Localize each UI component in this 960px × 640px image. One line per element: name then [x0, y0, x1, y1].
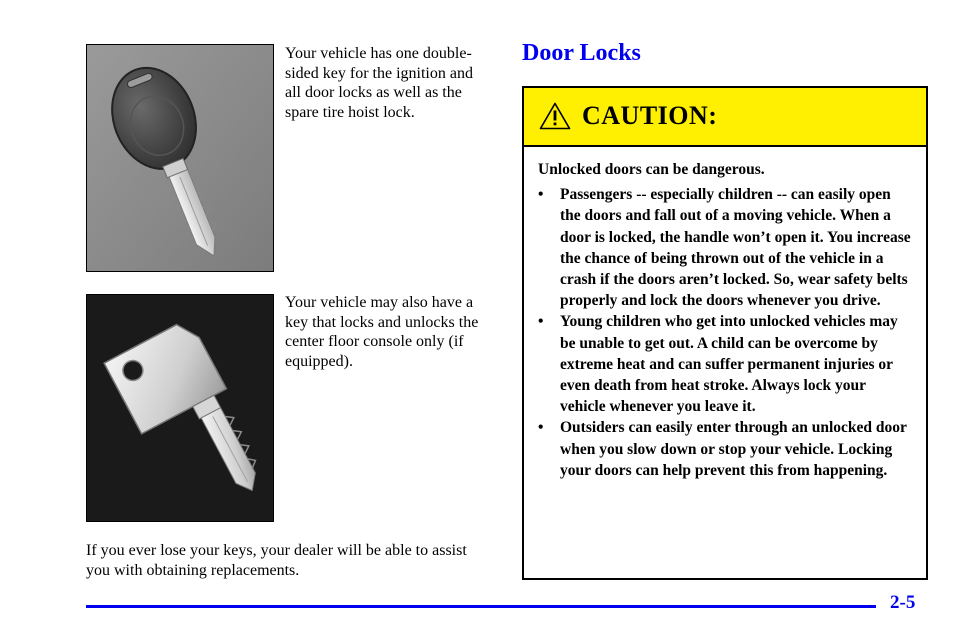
- caution-title: CAUTION:: [582, 101, 718, 130]
- caution-header: [524, 88, 926, 147]
- footer-rule: [86, 605, 876, 608]
- caution-bullet-text: Passengers -- especially children -- can easily open the doors and fall out of a moving vehicle. When a door is locked, the handle won’t open it. You increase the chance of being thrown out of the vehicle in a crash if the doors aren’t locked. So, wear safety belts properly and lock the doors whenever you drive.: [560, 186, 911, 310]
- key-photo-main: [86, 44, 274, 272]
- caption-key-main: Your vehicle has one double-sided key for the ignition and all door locks as well as the spare tire hoist lock.: [285, 45, 473, 121]
- caution-body: [524, 147, 926, 481]
- page-number: 2-5: [890, 592, 916, 613]
- caption-key-console: Your vehicle may also have a key that locks and unlocks the center floor console only (if equipped).: [285, 294, 479, 370]
- caution-intro: Unlocked doors can be dangerous.: [538, 161, 765, 178]
- caution-bullet: [538, 184, 912, 311]
- caution-bullet: [538, 311, 912, 417]
- caption-lost-keys: If you ever lose your keys, your dealer will be able to assist you with obtaining replacements.: [86, 542, 467, 579]
- bullet-icon: •: [538, 186, 544, 204]
- key-photo-console: [86, 294, 274, 522]
- caution-bullet-text: Young children who get into unlocked vehicles may be unable to get out. A child can be overcome by extreme heat and can suffer permanent injuries or even death from heat stroke. Always lock your vehicle whenever you leave it.: [560, 313, 898, 416]
- key-illustration-console: [87, 295, 273, 521]
- caution-bullet: [538, 417, 912, 481]
- caution-box: [522, 86, 928, 580]
- warning-triangle-icon: [539, 102, 571, 135]
- caution-bullet-text: Outsiders can easily enter through an unlocked door when you slow down or stop your vehicle. Locking your doors can help prevent this from happening.: [560, 419, 907, 479]
- section-title: Door Locks: [522, 40, 641, 66]
- key-illustration-main: [87, 45, 273, 271]
- bullet-icon: •: [538, 419, 544, 437]
- caution-bullet-list: [538, 184, 912, 481]
- bullet-icon: •: [538, 313, 544, 331]
